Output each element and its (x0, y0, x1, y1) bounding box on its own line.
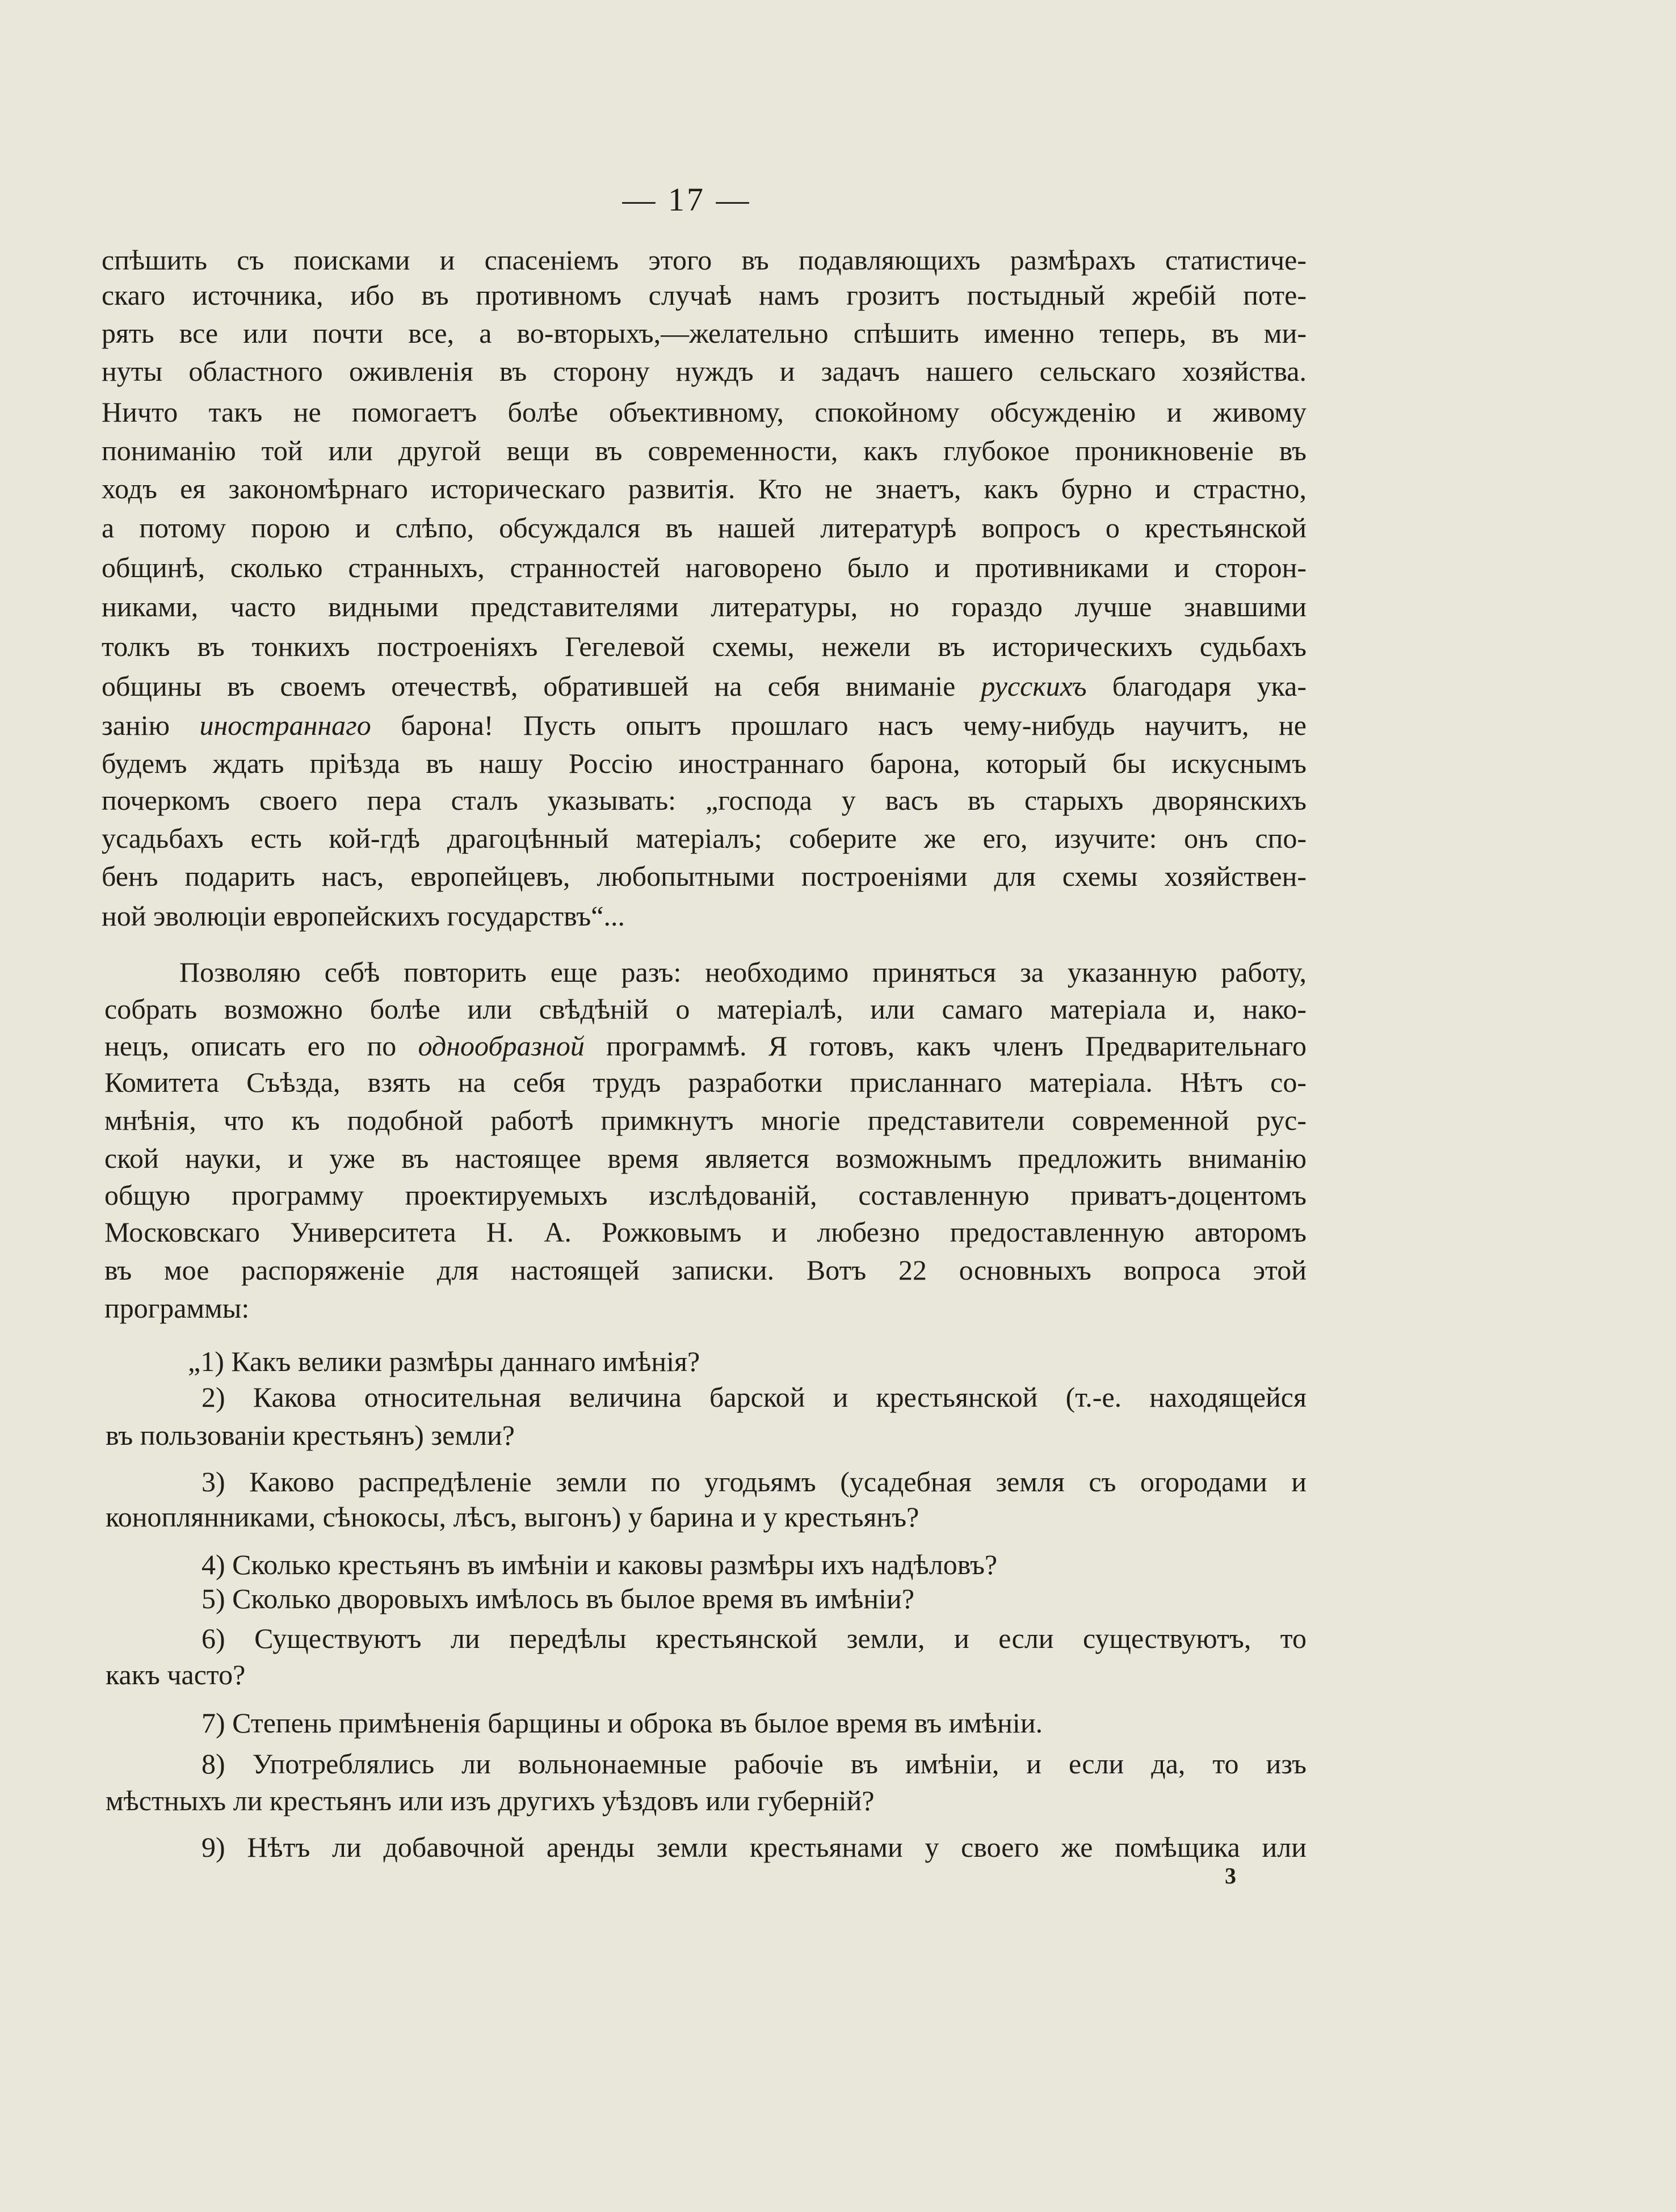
paragraph-line (102, 708, 1307, 742)
paragraph-line (102, 550, 1307, 584)
paragraph-line (104, 992, 1307, 1026)
question-line (106, 1418, 515, 1452)
text-segment: ной эволюціи европейскихъ государствъ“... (102, 900, 625, 932)
text-segment: а потому порою и слѣпо, обсуждался въ нашей литературѣ вопросъ о крестьянской (102, 512, 1307, 544)
text-segment: общую программу проектируемыхъ изслѣдованій, составленную приватъ-доцентомъ (104, 1179, 1307, 1211)
text-segment: 8) Употреблялись ли вольнонаемные рабочіе въ имѣніи, и если да, то изъ (201, 1748, 1307, 1780)
text-segment: барона! Пусть опытъ прошлаго насъ чему-нибудь научитъ, не (371, 709, 1307, 741)
text-segment: ской науки, и уже въ настоящее время является возможнымъ предложить вниманію (104, 1142, 1307, 1174)
paragraph-line (102, 629, 1307, 663)
text-segment: коноплянниками, сѣнокосы, лѣсъ, выгонъ) у барина и у крестьянъ? (106, 1501, 919, 1533)
paragraph-line (102, 395, 1307, 429)
italic-emphasis: иностраннаго (199, 709, 371, 741)
text-segment: благодаря ука- (1086, 670, 1307, 702)
text-segment: 3) Каково распредѣленіе земли по угодьямъ (усадебная земля съ огородами и (201, 1466, 1307, 1498)
paragraph-line (102, 434, 1307, 468)
question-line (106, 1658, 245, 1692)
paragraph-line (179, 955, 1307, 989)
text-segment: общины въ своемъ отечествѣ, обратившей на себя вниманіе (102, 670, 981, 702)
text-segment: мнѣнія, что къ подобной работѣ примкнутъ многіе представители современной рус- (104, 1104, 1307, 1136)
paragraph-line (102, 669, 1307, 703)
text-segment: бенъ подарить насъ, европейцевъ, любопытными построеніями для схемы хозяйствен- (102, 860, 1307, 892)
question-line (188, 1344, 700, 1378)
text-segment: рять все или почти все, а во-вторыхъ,—желательно спѣшить именно теперь, въ ми- (102, 317, 1307, 349)
paragraph-line (102, 243, 1307, 277)
text-segment: толкъ въ тонкихъ построеніяхъ Гегелевой схемы, нежели въ историческихъ судьбахъ (102, 630, 1307, 662)
text-segment: въ мое распоряженіе для настоящей записки. Вотъ 22 основныхъ вопроса этой (104, 1254, 1307, 1286)
text-segment: будемъ ждать пріѣзда въ нашу Россію иностраннаго барона, который бы искуснымъ (102, 747, 1307, 779)
text-segment: 2) Какова относительная величина барской и крестьянской (т.-е. находящейся (201, 1381, 1307, 1413)
paragraph-line (104, 1253, 1307, 1287)
text-segment: Комитета Съѣзда, взять на себя трудъ разработки присланнаго матеріала. Нѣтъ со- (104, 1066, 1307, 1098)
text-segment: „1) Какъ велики размѣры даннаго имѣнія? (188, 1345, 700, 1377)
text-segment: занію (102, 709, 200, 741)
text-segment: 5) Сколько дворовыхъ имѣлось въ былое время въ имѣніи? (201, 1583, 915, 1614)
paragraph-line (104, 1141, 1307, 1175)
question-line (201, 1582, 914, 1616)
paragraph-line (102, 859, 1307, 893)
paragraph-line (102, 354, 1307, 388)
page-number: — 17 — (622, 181, 751, 218)
paragraph-line (102, 590, 1307, 624)
text-segment: пониманію той или другой вещи въ современности, какъ глубокое проникновеніе въ (102, 435, 1307, 466)
question-line (201, 1830, 1307, 1864)
text-segment: ходъ ея закономѣрнаго историческаго развитія. Кто не знаетъ, какъ бурно и страстно, (102, 473, 1307, 504)
paragraph-line (104, 1029, 1307, 1063)
paragraph-line (104, 1178, 1307, 1212)
paragraph-line (102, 472, 1307, 506)
text-segment: 6) Существуютъ ли передѣлы крестьянской земли, и если существуютъ, то (201, 1622, 1307, 1654)
signature-mark: 3 (1225, 1863, 1236, 1889)
text-segment: мѣстныхъ ли крестьянъ или изъ другихъ уѣздовъ или губерній? (106, 1785, 875, 1816)
text-segment: Московскаго Университета Н. А. Рожковымъ и любезно предоставленную авторомъ (104, 1216, 1307, 1248)
paragraph-line (104, 1103, 1307, 1137)
text-segment: нецъ, описать его по (104, 1030, 418, 1062)
paragraph-line (102, 821, 1307, 855)
text-segment: спѣшить съ поисками и спасеніемъ этого въ подавляющихъ размѣрахъ статистиче- (102, 244, 1307, 276)
paragraph-line (104, 1291, 249, 1325)
question-line (201, 1547, 997, 1582)
text-segment: программѣ. Я готовъ, какъ членъ Предварительнаго (584, 1030, 1307, 1062)
paragraph-line (102, 316, 1307, 350)
question-line (201, 1621, 1307, 1655)
text-segment: никами, часто видными представителями литературы, но гораздо лучше знавшими (102, 591, 1307, 623)
question-line (201, 1380, 1307, 1414)
paragraph-line (102, 746, 1307, 780)
paragraph-line (102, 511, 1307, 545)
paragraph-line (102, 783, 1307, 817)
question-line (201, 1747, 1307, 1781)
text-segment: собрать возможно болѣе или свѣдѣній о матеріалѣ, или самаго матеріала и, нако- (104, 993, 1307, 1025)
italic-emphasis: русскихъ (981, 670, 1087, 702)
paragraph-line (104, 1215, 1307, 1249)
paragraph-line (102, 278, 1307, 312)
text-segment: нуты областного оживленія въ сторону нуждъ и задачъ нашего сельскаго хозяйства. (102, 355, 1307, 387)
paragraph-line (102, 899, 625, 933)
text-segment: Ничто такъ не помогаетъ болѣе объективному, спокойному обсужденію и живому (102, 396, 1307, 428)
text-segment: 4) Сколько крестьянъ въ имѣніи и каковы размѣры ихъ надѣловъ? (201, 1549, 998, 1580)
text-segment: какъ часто? (106, 1659, 246, 1690)
text-segment: въ пользованіи крестьянъ) земли? (106, 1419, 515, 1451)
question-line (106, 1500, 919, 1534)
italic-emphasis: однообразной (418, 1030, 585, 1062)
text-segment: скаго источника, ибо въ противномъ случаѣ намъ грозитъ постыдный жребій поте- (102, 279, 1307, 311)
text-segment: почеркомъ своего пера сталъ указывать: „господа у васъ въ старыхъ дворянскихъ (102, 784, 1307, 816)
paragraph-line (104, 1065, 1307, 1099)
text-segment: программы: (104, 1292, 250, 1324)
text-segment: 9) Нѣтъ ли добавочной аренды земли крестьянами у своего же помѣщика или (201, 1831, 1307, 1863)
text-segment: Позволяю себѣ повторить еще разъ: необходимо приняться за указанную работу, (179, 956, 1307, 988)
text-segment: общинѣ, сколько странныхъ, странностей наговорено было и противниками и сторон- (102, 552, 1307, 583)
question-line (201, 1465, 1307, 1499)
question-line (201, 1706, 1043, 1740)
text-segment: усадьбахъ есть кой-гдѣ драгоцѣнный матеріалъ; соберите же его, изучите: онъ спо- (102, 822, 1307, 854)
text-segment: 7) Степень примѣненія барщины и оброка въ былое время въ имѣніи. (201, 1707, 1043, 1739)
question-line (106, 1784, 875, 1818)
